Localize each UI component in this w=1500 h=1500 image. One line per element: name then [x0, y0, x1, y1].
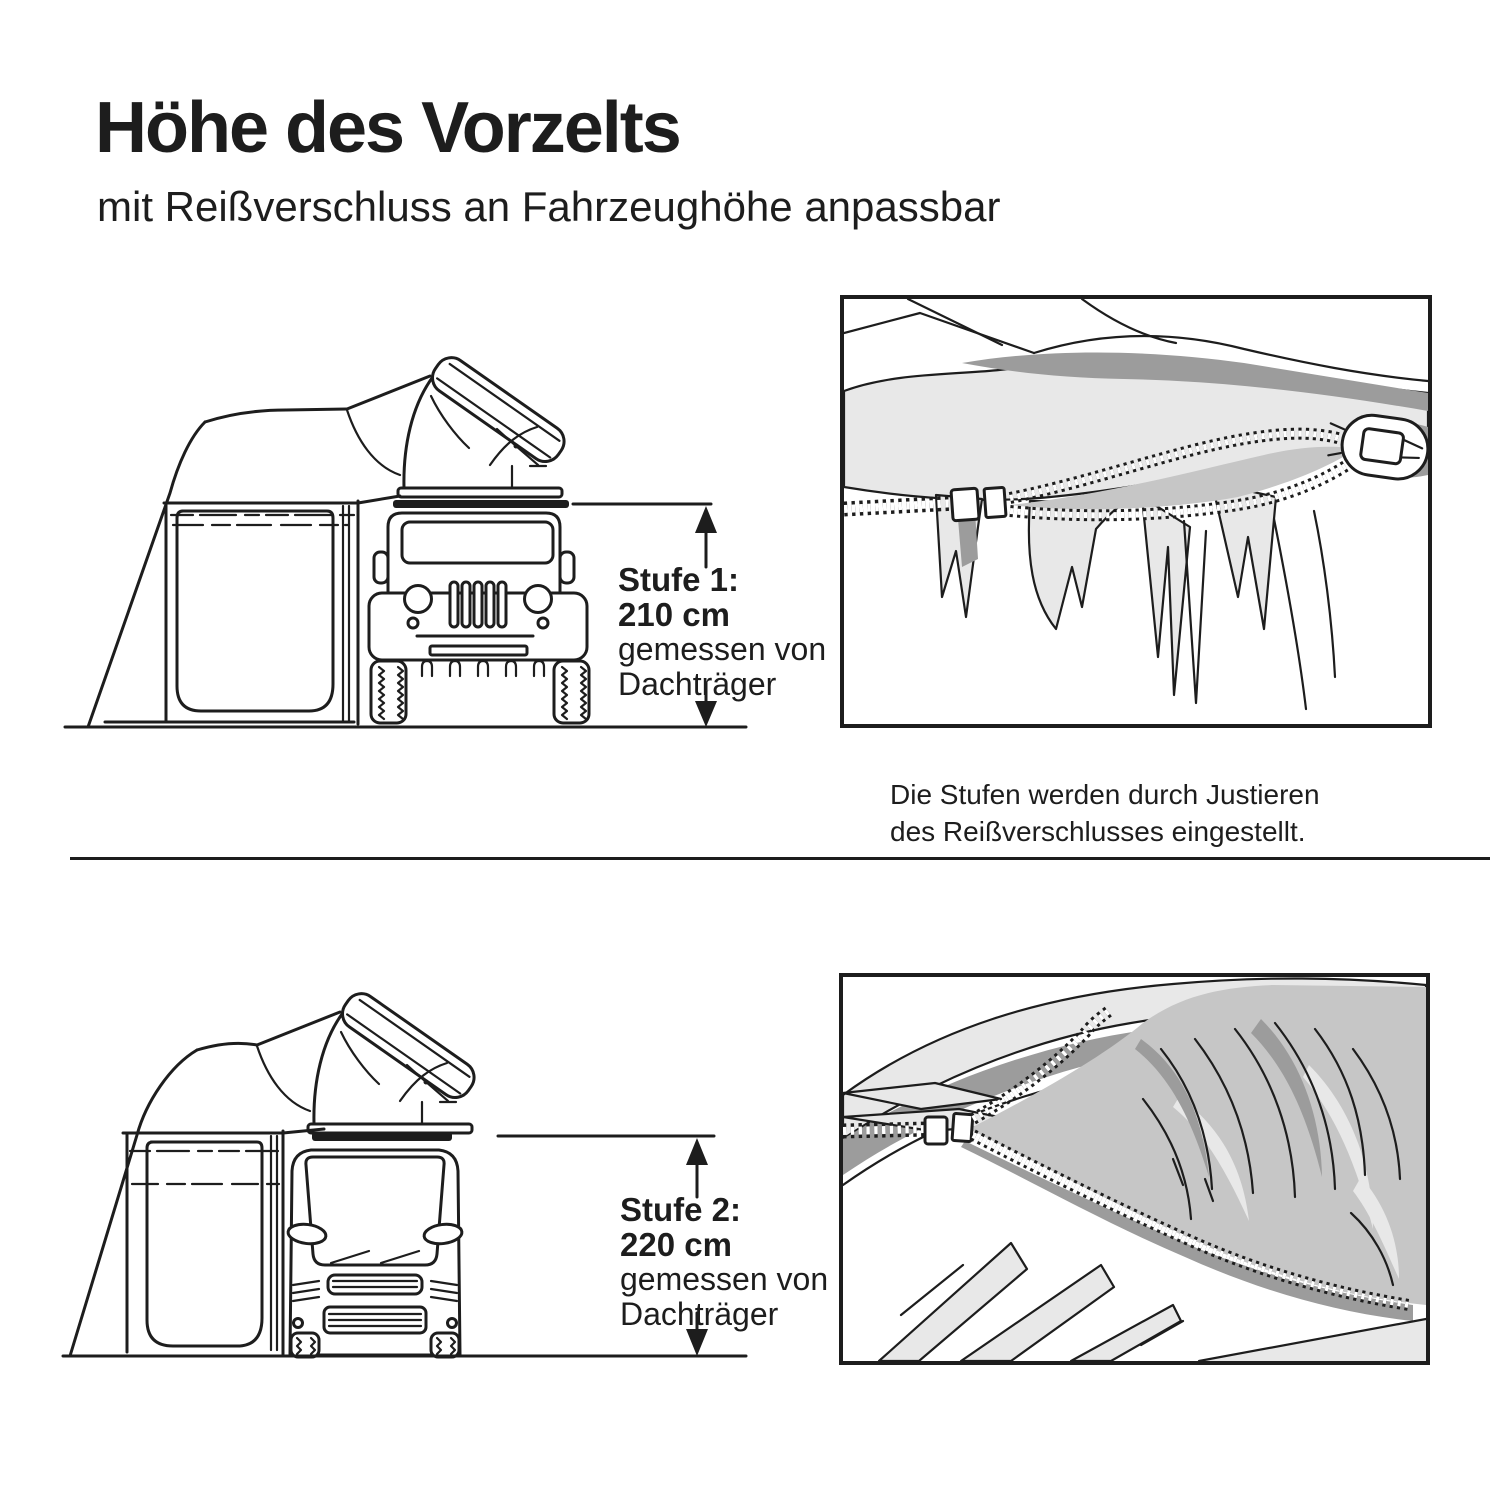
zipper-opening [843, 985, 1426, 1321]
section-divider [70, 857, 1490, 860]
awning-tent [88, 409, 358, 727]
measurement-2-value: 220 cm [620, 1226, 732, 1263]
arrow-down-icon [695, 701, 717, 727]
arrow-up-icon [695, 506, 717, 533]
zipper-caption-line1: Die Stufen werden durch Justieren [890, 779, 1320, 810]
figure2-zipper-detail-panel [839, 973, 1430, 1365]
arrow-up-icon [686, 1138, 708, 1165]
measurement-1-label: Stufe 1: [618, 561, 740, 598]
measurement-1-value: 210 cm [618, 596, 730, 633]
measurement-2 [620, 1192, 845, 1332]
measurement-1 [618, 562, 843, 702]
measurement-2-label: Stufe 2: [620, 1191, 742, 1228]
zipper-opened-illustration [843, 977, 1426, 1361]
roof-rack [312, 1132, 452, 1141]
zipper-nearly-closed-illustration [844, 299, 1428, 724]
arrow-down-icon [686, 1329, 708, 1356]
measurement-1-note: gemessen von Dachträger [618, 631, 827, 702]
zipper-caption [890, 776, 1320, 850]
figure1-zipper-detail-panel [840, 295, 1432, 728]
measurement-2-note: gemessen von Dachträger [620, 1261, 829, 1332]
roof-rack [393, 500, 569, 508]
vehicle-jeep [369, 513, 589, 723]
page-subtitle: mit Reißverschluss an Fahrzeughöhe anpassbar [97, 183, 1001, 230]
vehicle-van [287, 1150, 463, 1357]
zipper-caption-line2: des Reißverschlusses eingestellt. [890, 816, 1306, 847]
page-title: Höhe des Vorzelts [95, 88, 680, 168]
awning-tent [70, 1043, 283, 1356]
